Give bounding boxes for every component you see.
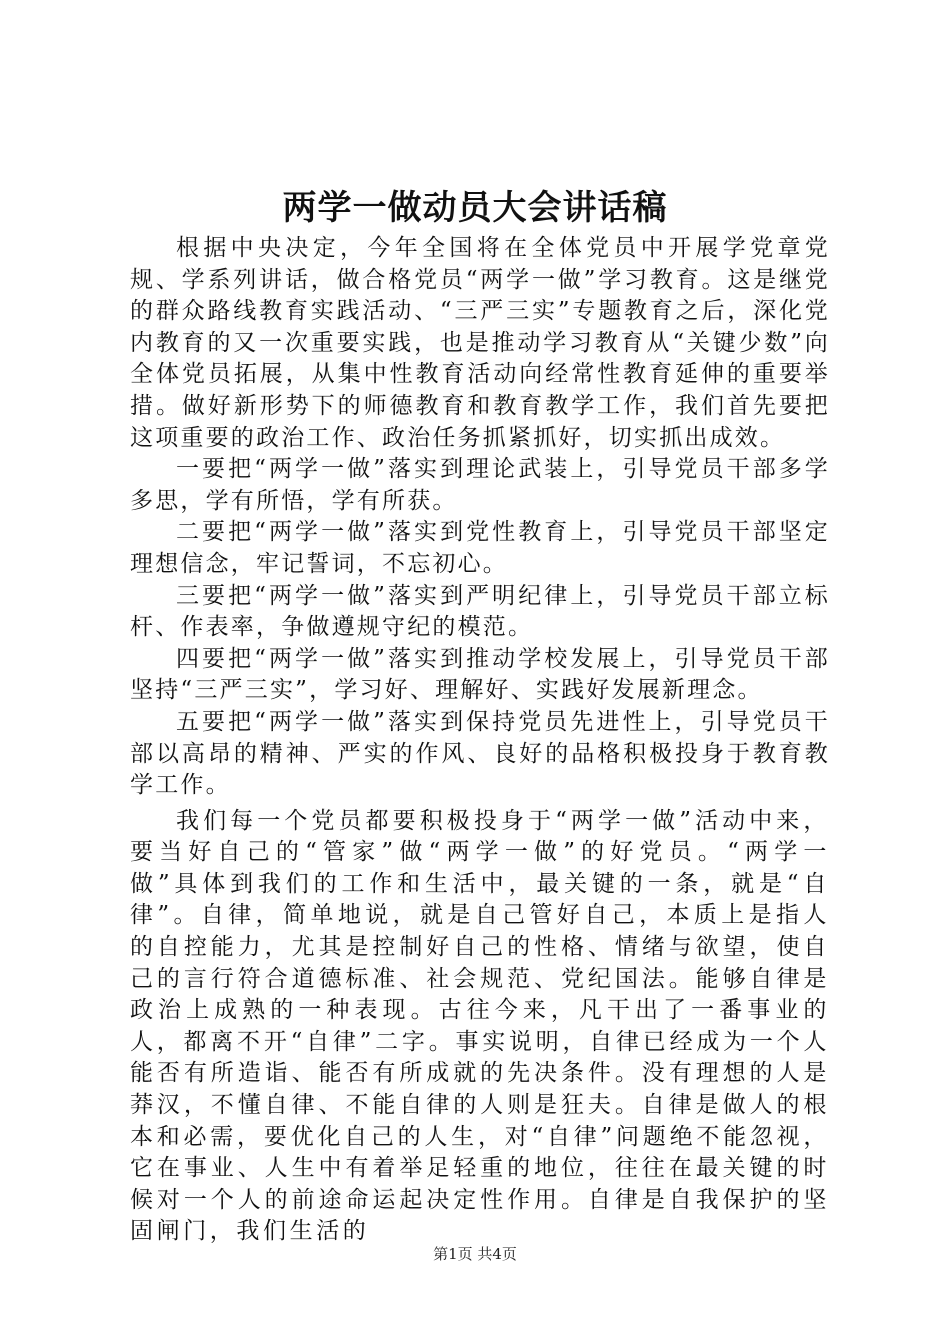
point-five-paragraph: 五要把“两学一做”落实到保持党员先进性上，引导党员干部以高昂的精神、严实的作风、良好的品格积极投身于教育教学工作。: [130, 708, 830, 799]
page-footer: 第1页 共4页: [433, 1245, 517, 1263]
self-discipline-paragraph: 我们每一个党员都要积极投身于“两学一做”活动中来，要当好自己的“管家”做“两学一做”的好党员。“两学一做”具体到我们的工作和生活中，最关键的一条，就是“自律”。自律，简单地说，就是自己管好自己，本质上是指人的自控能力，尤其是控制好自己的性格、情绪与欲望，使自己的言行符合道德标准、社会规范、党纪国法。能够自律是政治上成熟的一种表现。古往今来，凡干出了一番事业的人，都离不开“自律”二字。事实说明，自律已经成为一个人能否有所造诣、能否有所成就的先决条件。没有理想的人是莽汉，不懂自律、不能自律的人则是狂夫。自律是做人的根本和必需，要优化自己的人生，对“自律”问题绝不能忽视，它在事业、人生中有着举足轻重的地位，往往在最关键的时候对一个人的前途命运起决定性作用。自律是自我保护的坚固闸门，我们生活的: [130, 807, 830, 1245]
point-three-paragraph: 三要把“两学一做”落实到严明纪律上，引导党员干部立标杆、作表率，争做遵规守纪的模范。: [130, 582, 830, 641]
document-body: [130, 233, 830, 1248]
point-one-paragraph: 一要把“两学一做”落实到理论武装上，引导党员干部多学多思，学有所悟，学有所获。: [130, 456, 830, 514]
point-four-paragraph: 四要把“两学一做”落实到推动学校发展上，引导党员干部坚持“三严三实”，学习好、理解好、实践好发展新理念。: [130, 645, 830, 704]
intro-paragraph: 根据中央决定，今年全国将在全体党员中开展学党章党规、学系列讲话，做合格党员“两学一做”学习教育。这是继党的群众路线教育实践活动、“三严三实”专题教育之后，深化党内教育的又一次重要实践，也是推动学习教育从“关键少数”向全体党员拓展，从集中性教育活动向经常性教育延伸的重要举措。做好新形势下的师德教育和教育教学工作，我们首先要把这项重要的政治工作、政治任务抓紧抓好，切实抓出成效。: [130, 235, 830, 451]
point-two-paragraph: 二要把“两学一做”落实到党性教育上，引导党员干部坚定理想信念，牢记誓词，不忘初心。: [130, 519, 830, 577]
document-title: 两学一做动员大会讲话稿: [282, 188, 668, 228]
